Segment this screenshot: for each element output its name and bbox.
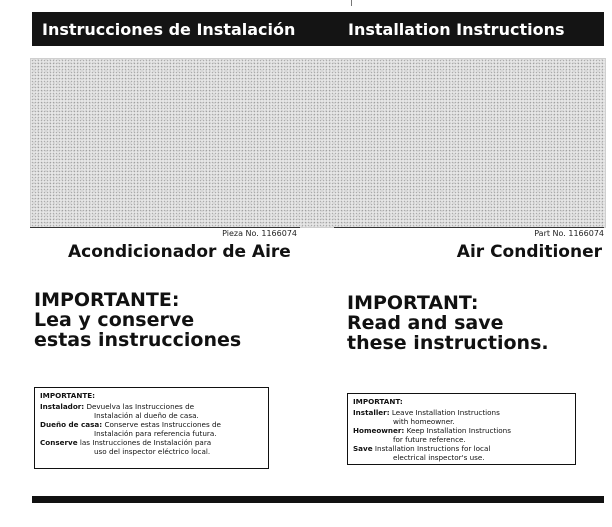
- important-heading-line: Read and save: [347, 312, 504, 334]
- important-heading-line: Lea y conserve: [34, 309, 195, 331]
- notice-text: Installation Instructions for local: [374, 444, 491, 453]
- notice-text: electrical inspector's use.: [393, 453, 485, 462]
- fold-mark: [351, 0, 352, 6]
- notice-label: Installer:: [353, 408, 390, 417]
- notice-row-keep: [353, 444, 570, 453]
- notice-label: Homeowner:: [353, 426, 405, 435]
- important-heading-english: [347, 293, 549, 353]
- notice-row-keep: [40, 438, 263, 447]
- notice-label: Dueño de casa:: [40, 420, 103, 429]
- notice-text: for future reference.: [393, 435, 466, 444]
- part-number-spanish: Pieza No. 1166074: [222, 229, 297, 238]
- notice-row-installer: [353, 408, 570, 417]
- title-bar: [32, 12, 604, 46]
- important-heading-line: IMPORTANTE:: [34, 289, 180, 311]
- notice-text: uso del inspector eléctrico local.: [94, 447, 211, 456]
- divider-spanish: [30, 227, 300, 228]
- notice-text: Keep Installation Instructions: [406, 426, 511, 435]
- product-name-english: Air Conditioner: [456, 242, 602, 262]
- notice-label: Conserve: [40, 438, 78, 447]
- notice-heading: IMPORTANTE:: [40, 391, 96, 400]
- divider-english: [334, 227, 604, 228]
- notice-row-installer: [40, 402, 263, 411]
- notice-heading: IMPORTANT:: [353, 397, 403, 406]
- important-heading-line: IMPORTANT:: [347, 292, 479, 314]
- important-heading-spanish: [34, 290, 241, 350]
- part-number-english: Part No. 1166074: [534, 229, 604, 238]
- notice-text: Instalación para referencia futura.: [94, 429, 217, 438]
- stippled-image-area: [30, 58, 606, 228]
- notice-row-owner: [353, 426, 570, 435]
- notice-text: Devuelva las Instrucciones de: [86, 402, 195, 411]
- notice-label: Save: [353, 444, 373, 453]
- important-heading-line: estas instrucciones: [34, 329, 242, 351]
- bottom-bar: [32, 496, 604, 503]
- notice-label: Instalador:: [40, 402, 85, 411]
- notice-box-english: [347, 393, 576, 465]
- product-name-spanish: Acondicionador de Aire: [68, 242, 291, 262]
- notice-text: with homeowner.: [393, 417, 455, 426]
- notice-row-owner: [40, 420, 263, 429]
- notice-box-spanish: [34, 387, 269, 469]
- notice-text: Conserve estas Instrucciones de: [104, 420, 221, 429]
- important-heading-line: these instructions.: [347, 332, 549, 354]
- notice-text: Leave Installation Instructions: [391, 408, 500, 417]
- title-english: Installation Instructions: [348, 20, 565, 39]
- title-spanish: Instrucciones de Instalación: [42, 20, 296, 39]
- notice-text: las Instrucciones de Instalación para: [79, 438, 212, 447]
- notice-text: Instalación al dueño de casa.: [94, 411, 199, 420]
